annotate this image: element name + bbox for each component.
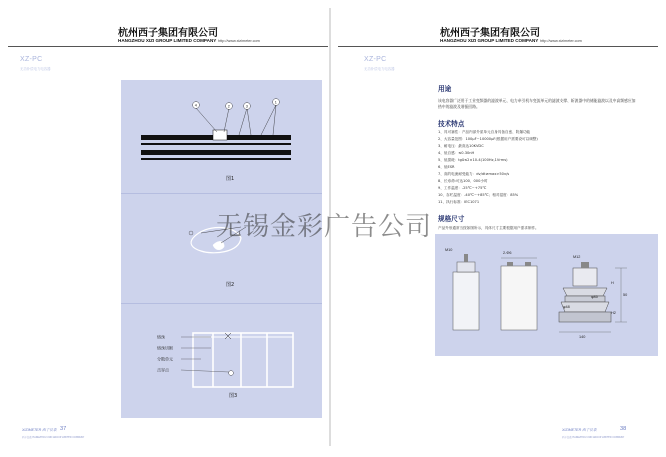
fig3-label: 熔丝 xyxy=(157,334,165,340)
callout-number: 1 xyxy=(274,100,277,105)
spec-item: 10、存贮温度：-40℃~+85℃；相对湿度：85% xyxy=(438,193,519,197)
footer-brand: XIZIMETER 西子仪表 xyxy=(562,428,597,432)
page-number: 38 xyxy=(620,426,627,432)
figure-1-caption: 图1 xyxy=(226,176,235,182)
figure-1-drawing xyxy=(121,80,322,193)
dim-label: 140 xyxy=(579,335,586,339)
dimensions-panel xyxy=(435,234,658,356)
usage-text: 该电容器广泛用于工业变频器的滤波单元、电力牵引机车变流单元的滤波支撑、斩波器中的储能滤波以及中高频感应加热中的滤波及谐振回路。 xyxy=(438,98,636,109)
usage-title: 用途 xyxy=(438,85,452,93)
dimensions-text: 产品外形通常当按如图所示，具体尺寸主要根据用户需求制作。 xyxy=(438,226,539,230)
company-name-en: HANGZHOU XIZI GROUP LIMITED COMPANY xyxy=(440,38,539,43)
company-url: http://www.xizimeter.com xyxy=(540,38,582,43)
spec-item: 2、大容量范围：100μF~10000μF(根据用户需要设可以调整) xyxy=(438,137,538,141)
dimensions-title: 规格尺寸 xyxy=(438,215,465,223)
callout-number: 3 xyxy=(245,104,248,109)
spec-item: 6、低ESR xyxy=(438,165,455,169)
spec-item: 11、执行标准：IEC1071 xyxy=(438,200,480,204)
dimension-drawing xyxy=(435,234,658,356)
product-subtitle: 无功补偿电力电容器 xyxy=(364,67,395,71)
fig3-label: 熔丝切断 xyxy=(157,345,173,351)
spec-item: 3、耐电压：最高达10KVDC xyxy=(438,144,484,148)
company-name-zh: 杭州西子集团有限公司 xyxy=(118,28,218,39)
figures-panel xyxy=(121,80,322,418)
dim-label: H xyxy=(611,281,614,285)
product-subtitle: 无功补偿电力电容器 xyxy=(20,67,51,71)
dim-label: 50 xyxy=(623,293,628,297)
spec-item: 9、工作温度：-25℃~+75℃ xyxy=(438,186,487,190)
company-name-en: HANGZHOU XIZI GROUP LIMITED COMPANY xyxy=(118,38,217,43)
figure-2-caption: 图2 xyxy=(226,282,235,288)
callout-number: 4 xyxy=(194,103,197,108)
footer-subtitle: 西子仪表 HANGZHOU XIZI GROUP LIMITED COMPANY xyxy=(22,436,85,439)
spec-item: 1、具可塞性：产品内部介质单元自身具备自愈、防爆功能 xyxy=(438,130,531,134)
spec-item: 7、高的电流耐受能力：dv/dt≥max>50v/s xyxy=(438,172,510,176)
specs-title: 技术特点 xyxy=(438,120,465,128)
dim-label: 2-Φ6 xyxy=(503,251,512,255)
fig3-label: 分散单元 xyxy=(157,356,173,362)
dim-label: H2 xyxy=(611,311,616,315)
figure-3-drawing xyxy=(121,303,322,418)
spec-item: 5、低损耗：tgδ≤2×10-4(100Hz,1Vrms) xyxy=(438,158,508,162)
spec-item: 4、低自感：≤0.30nH xyxy=(438,151,475,155)
footer-subtitle: 西子仪表 HANGZHOU XIZI GROUP LIMITED COMPANY xyxy=(562,436,625,439)
dim-label: M10 xyxy=(445,248,453,252)
company-url: http://www.xizimeter.com xyxy=(218,38,260,43)
watermark-text: 无锡金彩广告公司 xyxy=(216,212,433,242)
page-number: 37 xyxy=(60,426,67,432)
product-code: XZ-PC xyxy=(20,56,43,63)
header-rule xyxy=(338,46,658,47)
callout-number: 2 xyxy=(227,104,230,109)
fig3-label: 击穿点 xyxy=(157,367,169,373)
dim-label: M12 xyxy=(573,255,581,259)
figure-3-caption: 图3 xyxy=(229,393,238,399)
product-code: XZ-PC xyxy=(364,56,387,63)
company-name-zh: 杭州西子集团有限公司 xyxy=(440,28,540,39)
header-rule xyxy=(8,46,328,47)
spec-item: 8、长寿命:可达100、000小时 xyxy=(438,179,488,183)
dim-label: φ48 xyxy=(563,305,570,309)
dim-label: φ85 xyxy=(591,295,598,299)
footer-brand: XIZIMETER 西子仪表 xyxy=(22,428,57,432)
